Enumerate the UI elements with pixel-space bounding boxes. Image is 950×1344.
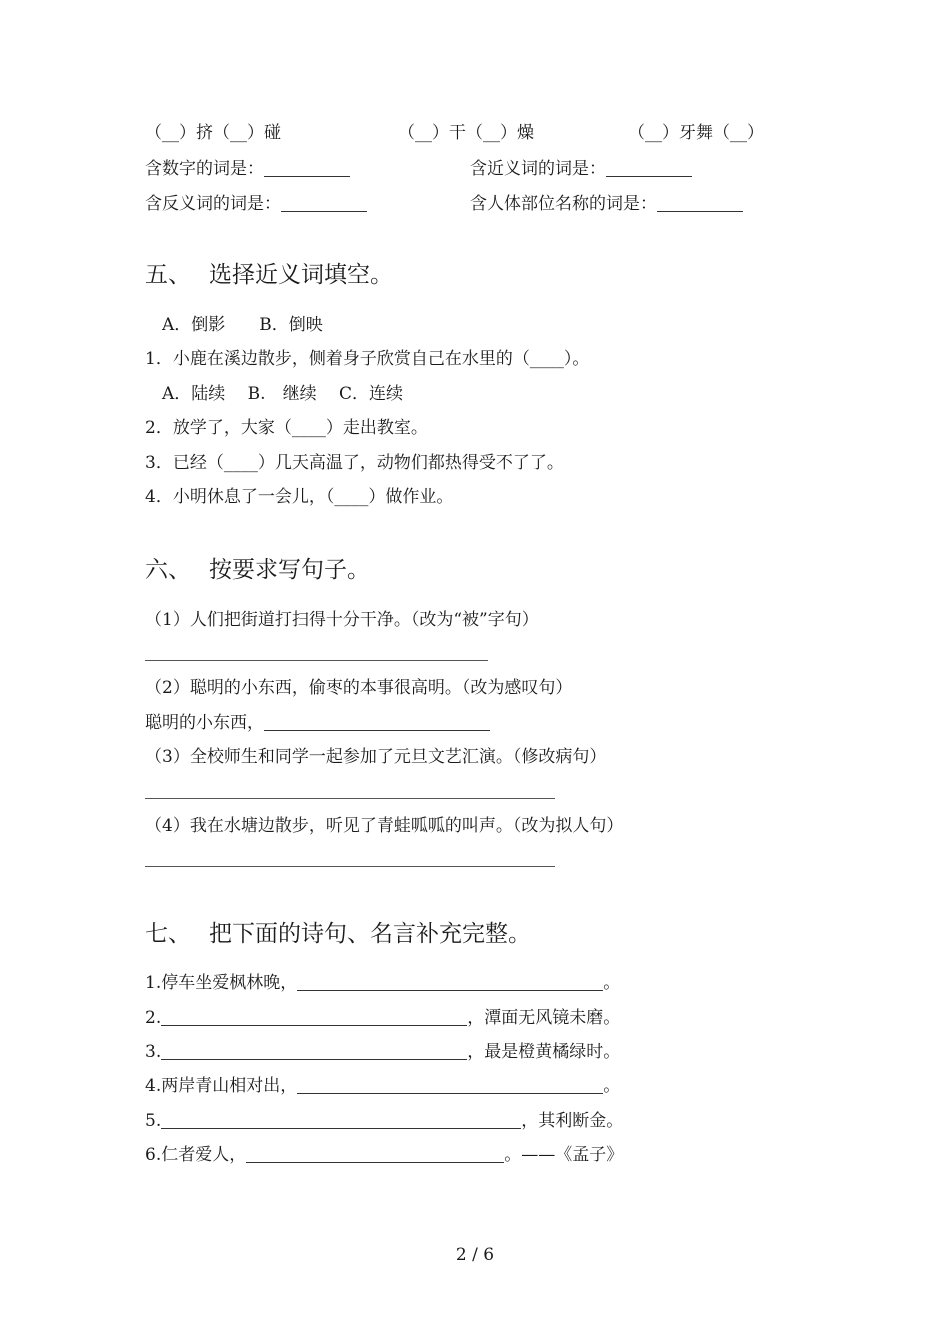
page-number: 2 / 6 (455, 1245, 495, 1265)
poem-text: 。 (603, 973, 621, 993)
question-line: 3．已经（____）几天高温了，动物们都热得受不了了。 (145, 453, 564, 473)
category-number (145, 157, 350, 181)
section-title: 按要求写句子。 (209, 557, 370, 583)
answer-line[interactable] (145, 798, 555, 799)
answer-blank[interactable] (161, 1009, 467, 1026)
poem-text: 。 (603, 1076, 621, 1096)
poem-text: ，最是橙黄橘绿时。 (467, 1042, 621, 1062)
answer-blank[interactable] (297, 1077, 603, 1094)
answer-blank[interactable] (161, 1112, 521, 1129)
question-line: 1．小鹿在溪边散步，侧着身子欣赏自己在水里的（____）。 (145, 349, 590, 369)
poem-line (145, 1040, 620, 1064)
poem-text: 5. (145, 1111, 162, 1131)
poem-text: ，潭面无风镜未磨。 (467, 1008, 621, 1028)
section-number: 六、 (145, 557, 191, 583)
section-number: 七、 (145, 921, 191, 947)
section-6-heading (145, 555, 370, 585)
category-label: 含人体部位名称的词是： (470, 194, 657, 214)
answer-blank[interactable] (657, 195, 743, 212)
word-item: （__）挤（__）碰 (145, 123, 281, 143)
answer-blank[interactable] (246, 1146, 504, 1163)
word-item: （__）干（__）燥 (398, 123, 534, 143)
sentence-task: （1）人们把街道打扫得十分干净。（改为“被”字句） (145, 610, 539, 630)
answer-blank[interactable] (161, 1043, 467, 1060)
section-5-heading (145, 260, 393, 290)
section-number: 五、 (145, 262, 191, 288)
sentence-task: （2）聪明的小东西，偷枣的本事很高明。（改为感叹句） (145, 678, 573, 698)
category-antonym (145, 192, 367, 216)
sentence-prefix: 聪明的小东西， (145, 713, 264, 733)
answer-blank[interactable] (606, 160, 692, 177)
poem-text: 6.仁者爱人， (145, 1145, 247, 1165)
section-title: 把下面的诗句、名言补充完整。 (209, 921, 531, 947)
answer-blank[interactable] (297, 974, 603, 991)
poem-line (145, 971, 620, 995)
poem-text: 4.两岸青山相对出， (145, 1076, 298, 1096)
options-line: A．陆续 B. 继续 C．连续 (162, 384, 403, 404)
answer-line[interactable] (145, 660, 488, 661)
section-7-heading (145, 919, 531, 949)
poem-line (145, 1074, 620, 1098)
category-body-parts (470, 192, 743, 216)
answer-blank[interactable] (264, 714, 490, 731)
poem-text: ，其利断金。 (521, 1111, 624, 1131)
poem-text: 3. (145, 1042, 162, 1062)
poem-line (145, 1143, 623, 1167)
sentence-task: （4）我在水塘边散步，听见了青蛙呱呱的叫声。（改为拟人句） (145, 816, 624, 836)
sentence-task: （3）全校师生和同学一起参加了元旦文艺汇演。（修改病句） (145, 747, 607, 767)
question-line: 2．放学了，大家（____）走出教室。 (145, 418, 428, 438)
answer-line[interactable] (145, 866, 555, 867)
sentence-answer (145, 711, 490, 735)
poem-text: 。——《孟子》 (504, 1145, 624, 1165)
poem-line (145, 1109, 623, 1133)
category-synonym (470, 157, 692, 181)
answer-blank[interactable] (264, 160, 350, 177)
answer-blank[interactable] (281, 195, 367, 212)
section-title: 选择近义词填空。 (209, 262, 393, 288)
question-line: 4．小明休息了一会儿，（____）做作业。 (145, 487, 454, 507)
poem-text: 1.停车坐爱枫林晚， (145, 973, 298, 993)
category-label: 含数字的词是： (145, 159, 264, 179)
category-label: 含反义词的词是： (145, 194, 281, 214)
poem-line (145, 1006, 620, 1030)
options-line: A．倒影 B．倒映 (162, 315, 323, 335)
category-label: 含近义词的词是： (470, 159, 606, 179)
poem-text: 2. (145, 1008, 162, 1028)
word-item: （__）牙舞（__） (628, 123, 764, 143)
